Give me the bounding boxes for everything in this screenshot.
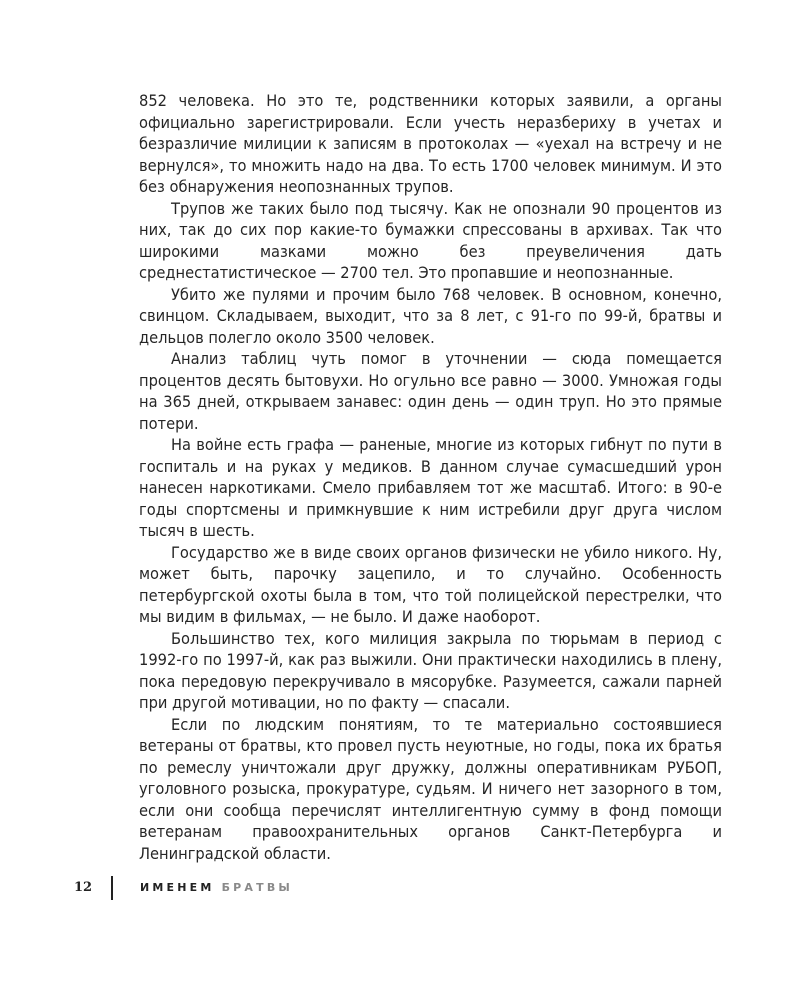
footer-divider — [111, 876, 113, 900]
running-head — [140, 881, 293, 894]
paragraph-3: Убито же пулями и прочим было 768 человек. В основном, конечно, свинцом. Складываем, выходит, что за 8 лет, с 91-го по 99-й, братвы и дельцов полегло около 3500 человек. — [139, 284, 722, 347]
paragraph-2: Трупов же таких было под тысячу. Как не опознали 90 процентов из них, так до сих пор какие-то бумажки спрессованы в архивах. Так что широкими мазками можно без преувеличения дать среднестатистическое — 2700 тел. Это пропавшие и неопознанные. — [139, 198, 722, 282]
paragraph-7: Большинство тех, кого милиция закрыла по тюрьмам в период с 1992-го по 1997-й, как раз выжили. Они практически находились в плену, пока передовую перекручивало в мясорубке. Разумеется, сажали парней при другой мотивации, но по факту — спасали. — [139, 628, 722, 712]
paragraph-1: 852 человека. Но это те, родственники которых заявили, а органы официально зарегистрировали. Если учесть неразбериху в учетах и безразличие милиции к записям в протоколах — «уехал на встречу и не вернулся», то множить надо на два. То есть 1700 человек минимум. И это без обнаружения неопознанных трупов. — [139, 91, 722, 196]
body-text — [139, 90, 722, 864]
running-head-part-2: БРАТВЫ — [221, 881, 294, 894]
page-footer — [0, 876, 800, 900]
paragraph-4: Анализ таблиц чуть помог в уточнении — сюда помещается процентов десять бытовухи. Но огульно все равно — 3000. Умножая годы на 365 дней, открываем занавес: один день — один труп. Но это прямые потери. — [139, 349, 722, 433]
page-number: 12 — [74, 880, 93, 895]
paragraph-8: Если по людским понятиям, то те материально состоявшиеся ветераны от братвы, кто провел пусть неуютные, но годы, пока их братья по ремеслу уничтожали друг дружку, должны оперативникам РУБОП, уголовного розыска, прокуратуре, судьям. И ничего нет зазорного в том, если они сообща перечислят интеллигентную сумму в фонд помощи ветеранам правоохранительных органов Санкт-Петербурга и Ленинградской области. — [139, 714, 722, 863]
paragraph-6: Государство же в виде своих органов физически не убило никого. Ну, может быть, парочку зацепило, и то случайно. Особенность петербургской охоты была в том, что той полицейской перестрелки, что мы видим в фильмах, — не было. И даже наоборот. — [139, 542, 722, 626]
paragraph-5: На войне есть графа — раненые, многие из которых гибнут по пути в госпиталь и на руках у медиков. В данном случае сумасшедший урон нанесен наркотиками. Смело прибавляем тот же масштаб. Итого: в 90-е годы спортсмены и примкнувшие к ним истребили друг друга числом тысяч в шесть. — [139, 435, 722, 540]
running-head-part-1: ИМЕНЕМ — [140, 881, 215, 894]
